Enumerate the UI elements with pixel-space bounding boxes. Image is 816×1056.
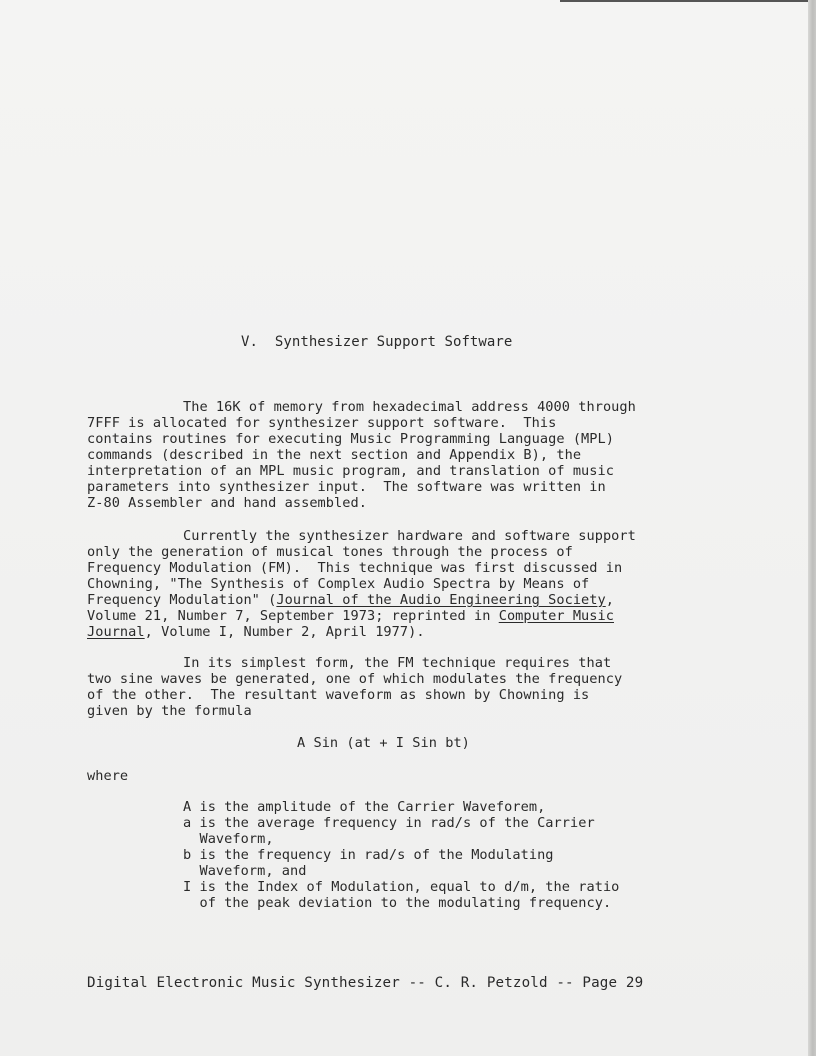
definition-line: a is the average frequency in rad/s of the Carrier (183, 815, 595, 831)
definition-line: of the peak deviation to the modulating frequency. (183, 895, 612, 911)
journal-title-cmj: Journal (87, 624, 145, 640)
para1-line: interpretation of an MPL music program, and translation of music (87, 463, 614, 479)
definition-line: A is the amplitude of the Carrier Waveforem, (183, 799, 546, 815)
page-footer: Digital Electronic Music Synthesizer -- C. R. Petzold -- Page 29 (87, 975, 644, 991)
para1-line: commands (described in the next section and Appendix B), the (87, 447, 582, 463)
definition-line: I is the Index of Modulation, equal to d/m, the ratio (183, 879, 620, 895)
para3-line: In its simplest form, the FM technique requires that (183, 655, 612, 671)
page-edge-shadow (808, 0, 816, 1056)
para1-line: parameters into synthesizer input. The software was written in (87, 479, 606, 495)
para3-line: of the other. The resultant waveform as shown by Chowning is (87, 687, 590, 703)
para2-line (87, 624, 425, 640)
para1-line: The 16K of memory from hexadecimal address 4000 through (183, 399, 636, 415)
para2-line: Currently the synthesizer hardware and software support (183, 528, 636, 544)
para2-line: Frequency Modulation (FM). This technique was first discussed in (87, 560, 623, 576)
definition-line: b is the frequency in rad/s of the Modulating (183, 847, 554, 863)
para2-text: Volume 21, Number 7, September 1973; reprinted in (87, 608, 499, 624)
journal-title-cmj: Computer Music (498, 608, 614, 624)
formula: A Sin (at + I Sin bt) (297, 735, 470, 751)
para2-text: Frequency Modulation" ( (87, 592, 277, 608)
journal-title-aes: Journal of the Audio Engineering Society (276, 592, 606, 608)
definition-line: Waveform, and (183, 863, 307, 879)
para2-text: , Volume I, Number 2, April 1977). (144, 624, 425, 640)
para1-line: Z-80 Assembler and hand assembled. (87, 495, 367, 511)
where-label: where (87, 768, 129, 784)
para2-line (87, 608, 614, 624)
para2-line: Chowning, "The Synthesis of Complex Audio Spectra by Means of (87, 576, 590, 592)
section-heading: V. Synthesizer Support Software (241, 334, 513, 350)
para3-line: given by the formula (87, 703, 252, 719)
para1-line: 7FFF is allocated for synthesizer support software. This (87, 415, 557, 431)
definition-line: Waveform, (183, 831, 274, 847)
para1-line: contains routines for executing Music Programming Language (MPL) (87, 431, 614, 447)
para3-line: two sine waves be generated, one of which modulates the frequency (87, 671, 623, 687)
para2-line: only the generation of musical tones through the process of (87, 544, 573, 560)
para2-line (87, 592, 614, 608)
page-top-edge (560, 0, 808, 2)
para2-text: , (605, 592, 614, 608)
